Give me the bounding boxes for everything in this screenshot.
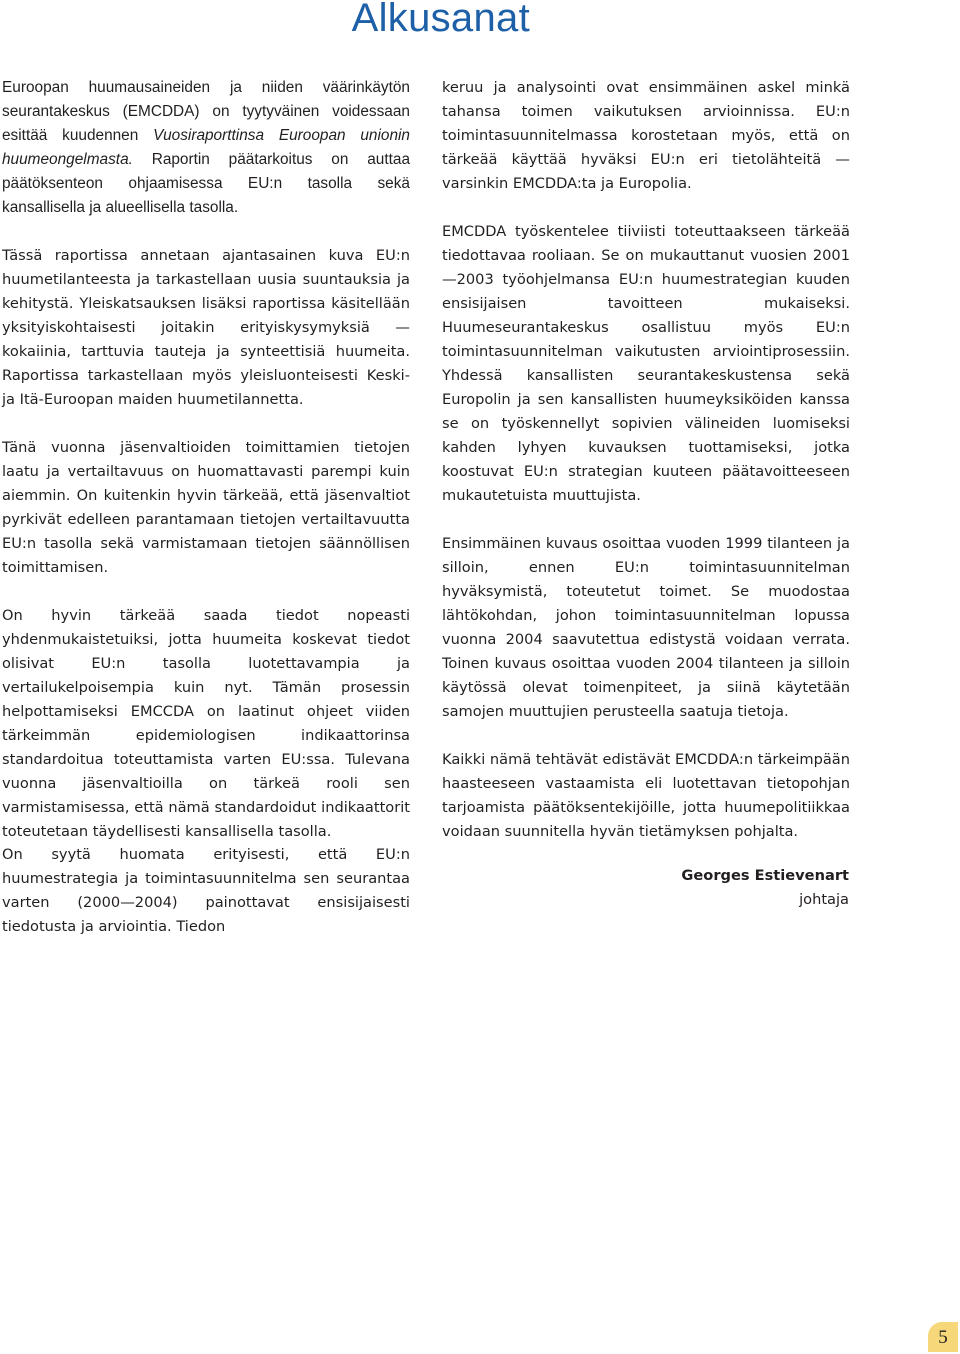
paragraph-text: Euroopan huumausaineiden ja niiden väärinkäytön seurantakeskus (EMCDDA) on tyytyväinen voidessaan esittää kuudennen	[2, 79, 410, 144]
paragraph: On hyvin tärkeää saada tiedot nopeasti yhdenmukaistetuiksi, jotta huumeita koskevat tiedot olisivat EU:n tasolla luotettavampia ja vertailukelpoisempia kuin nyt. Tämän prosessin helpottamiseksi EMCCDA on laatinut ohjeet viiden tärkeimmän epidemiologisen indikaattorinsa standardoitua toteuttamista varten EU:ssa. Tulevana vuonna jäsenvaltioilla on tärkeä rooli sen varmistamisessa, että nämä standardoidut indikaattorit toteutetaan täydellisesti kansallisella tasolla.	[2, 607, 410, 840]
left-column	[2, 76, 410, 868]
paragraph: Tänä vuonna jäsenvaltioiden toimittamien tietojen laatu ja vertailtavuus on huomattavasti parempi kuin aiemmin. On kuitenkin hyvin tärkeää, että jäsenvaltiot pyrkivät edelleen parantamaan tietojen vertailtavuutta EU:n tasolla sekä varmistamaan tietojen säännöllisen toimittamisen.	[2, 439, 410, 576]
paragraph: EMCDDA työskentelee tiiviisti toteuttaakseen tärkeää tiedottavaa rooliaan. Se on mukauttanut vuosien 2001—2003 työohjelmansa EU:n huumestrategian kuuden ensisijaisen tavoitteen mukaiseksi. Huumeseurantakeskus osallistuu myös EU:n toimintasuunnitelman vaikutusten arviointiprosessiin. Yhdessä kansallisten seurantakeskustensa sekä Europolin ja sen kansallisten huumeyksiköiden kanssa se on työskennellyt sopivien välineiden luomiseksi kahden lyhyen kuvauksen tuottamiseksi, jotka koostuvat EU:n strategian kuuteen päätavoitteeseen mukautetuista muuttujista.	[442, 223, 850, 504]
paragraph: Kaikki nämä tehtävät edistävät EMCDDA:n tärkeimpään haasteeseen vastaamista eli luotettavan tietopohjan tarjoamista päätöksentekijöille, jotta huumepolitiikkaa voidaan suunnitella hyvän tietämyksen pohjalta.	[442, 751, 850, 840]
paragraph-text: Raportin päätarkoitus on auttaa päätöksenteon ohjaamisessa EU:n tasolla sekä kansallisella ja alueellisella tasolla.	[2, 151, 410, 216]
paragraph: On syytä huomata erityisesti, että EU:n huumestrategia ja toimintasuunnitelma sen seurantaa varten (2000—2004) painottavat ensisijaisesti tiedotusta ja arviointia. Tiedon	[2, 846, 410, 935]
page-number-badge: 5	[928, 1322, 958, 1352]
header	[0, 0, 960, 42]
left-column-bottom	[2, 843, 410, 963]
paragraph: Tässä raportissa annetaan ajantasainen kuva EU:n huumetilanteesta ja tarkastellaan uusia suuntauksia ja kehitystä. Yleiskatsauksen lisäksi raportissa käsitellään yksityiskohtaisesti joitakin erityiskysymyksiä — kokaiinia, tarttuvia tauteja ja synteettisiä huumeita. Raportissa tarkastellaan myös yleisluonteisesti Keski- ja Itä-Euroopan maiden huumetilannetta.	[2, 247, 410, 408]
paragraph: keruu ja analysointi ovat ensimmäinen askel minkä tahansa toimen vaikutuksen arvioinnissa. EU:n toimintasuunnitelmassa korostetaan myös, että on tärkeää käyttää hyväksi EU:n eri tietolähteitä — varsinkin EMCDDA:ta ja Europolia.	[442, 79, 850, 192]
paragraph	[2, 76, 410, 220]
signature-block	[640, 864, 849, 912]
signatory-role: johtaja	[799, 891, 849, 908]
paragraph: Ensimmäinen kuvaus osoittaa vuoden 1999 tilanteen ja silloin, ennen EU:n toimintasuunnitelman hyväksymistä, toteutetut toimet. Se muodostaa lähtökohdan, johon toimintasuunnitelman lopussa vuonna 2004 saavutettua edistystä voidaan verrata. Toinen kuvaus osoittaa vuoden 2004 tilanteen ja silloin käytössä olevat toimenpiteet, ja siinä käytetään samojen muuttujien perusteella saatuja tietoja.	[442, 535, 850, 720]
report-title-italic: Vuosiraporttinsa Euroopan unionin huumeongelmasta.	[2, 127, 410, 168]
page-title: Alkusanat	[351, 0, 530, 40]
signatory-name: Georges Estievenart	[681, 867, 849, 884]
right-column	[442, 76, 850, 868]
